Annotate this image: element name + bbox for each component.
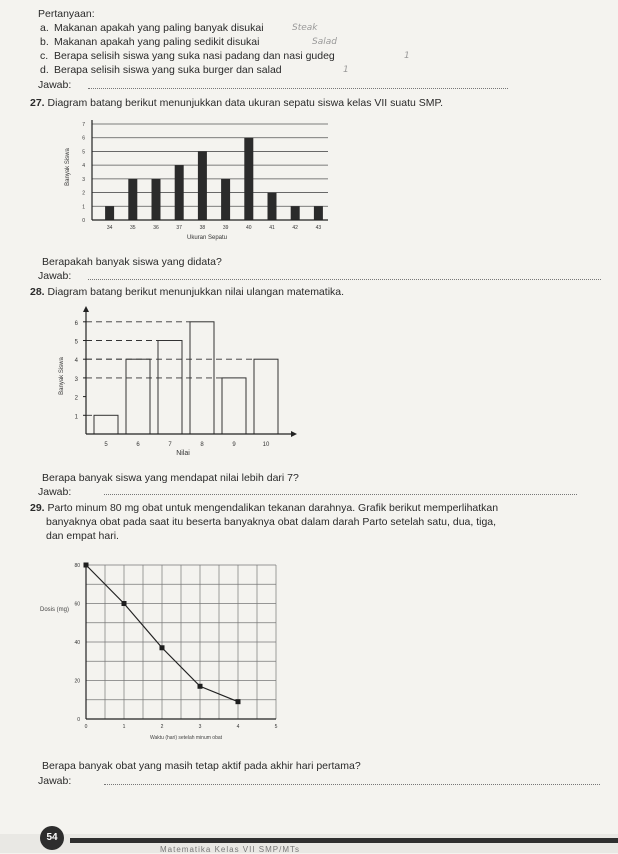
c3-x-tick: 0	[84, 724, 88, 730]
c3-x-tick: 3	[198, 724, 202, 730]
c1-bar	[221, 179, 230, 220]
q27-text	[30, 97, 443, 109]
c3-point	[160, 645, 165, 650]
c3-y-tick: 20	[74, 678, 80, 685]
q26-a-answer: Steak	[292, 23, 318, 33]
c1-x-tick: 35	[130, 225, 136, 231]
c2-y-tick: 2	[74, 395, 78, 402]
c1-x-tick: 39	[222, 225, 229, 231]
q29-answer-label: Jawab:	[38, 775, 72, 787]
c3-point	[198, 684, 203, 689]
c3-point	[236, 699, 241, 704]
c1-x-tick: 43	[315, 225, 322, 231]
c1-bar	[291, 206, 300, 220]
c1-x-tick: 40	[246, 225, 252, 231]
q29-line3: dan empat hari.	[46, 530, 119, 542]
c2-x-label: Nilai	[176, 450, 190, 457]
q27-answer-label: Jawab:	[38, 270, 72, 282]
drug-dosage-chart	[36, 557, 296, 747]
c3-y-label: Dosis (mg)	[40, 607, 70, 613]
q29-line1	[30, 502, 498, 514]
q26-d-answer: 1	[343, 65, 349, 75]
c2-bar	[126, 359, 150, 434]
q26-header: Pertanyaan:	[38, 8, 95, 20]
c3-x-tick: 4	[236, 724, 240, 730]
c2-y-arrow	[83, 306, 89, 312]
q26-a-label: a.	[40, 22, 49, 34]
c1-bar	[128, 179, 137, 220]
c1-bar	[105, 206, 114, 220]
c1-x-tick: 37	[176, 225, 182, 231]
c1-bar	[314, 206, 323, 220]
q27-statement: Diagram batang berikut menunjukkan data ukuran sepatu siswa kelas VII suatu SMP.	[47, 97, 444, 109]
c1-y-tick: 2	[82, 190, 85, 197]
c2-x-tick: 8	[200, 442, 204, 448]
q26-d-text: Berapa selisih siswa yang suka burger dan salad	[54, 64, 282, 76]
q28-answer-label: Jawab:	[38, 486, 72, 498]
q28-text	[30, 286, 344, 298]
q26-answer-label: Jawab:	[38, 79, 72, 91]
c3-x-tick: 2	[160, 724, 164, 730]
q29-number: 29.	[30, 502, 45, 514]
q29-answer-line	[104, 784, 600, 785]
c3-x-tick: 1	[122, 724, 126, 730]
c2-y-tick: 5	[74, 339, 78, 346]
c2-x-tick: 5	[104, 442, 108, 448]
c1-y-label: Banyak Siswa	[65, 148, 71, 186]
q26-b-text: Makanan apakah yang paling sedikit disukai	[54, 36, 260, 48]
q27-number: 27.	[30, 97, 45, 109]
c2-bar	[222, 378, 246, 434]
q26-b-label: b.	[40, 36, 49, 48]
q28-number: 28.	[30, 286, 45, 298]
c2-x-tick: 10	[262, 442, 270, 448]
c2-y-tick: 6	[74, 320, 78, 327]
c1-bar	[198, 151, 207, 220]
q26-c-label: c.	[40, 50, 49, 62]
c1-y-tick: 3	[82, 176, 85, 183]
footer-line	[70, 838, 618, 843]
page-number: 54	[40, 826, 64, 850]
c2-bar	[254, 359, 278, 434]
q27-question: Berapakah banyak siswa yang didata?	[42, 256, 222, 268]
c1-y-tick: 1	[82, 204, 85, 211]
c3-x-tick: 5	[274, 724, 278, 730]
c3-y-tick: 80	[74, 563, 80, 569]
footer-bar	[0, 834, 618, 853]
c3-y-tick: 60	[74, 601, 80, 608]
shoe-size-chart	[52, 112, 342, 246]
footer-book-title: Matematika Kelas VII SMP/MTs	[160, 845, 301, 854]
q26-d-label: d.	[40, 64, 49, 76]
c2-y-tick: 1	[74, 414, 78, 421]
c1-bar	[152, 179, 161, 220]
q29-line2: banyaknya obat pada saat itu beserta banyaknya obat dalam darah Parto setelah satu, dua, tiga,	[46, 516, 497, 528]
c2-y-tick: 3	[74, 376, 78, 383]
c2-x-tick: 6	[136, 442, 140, 448]
c1-bar	[244, 138, 253, 220]
math-score-chart	[50, 304, 310, 464]
c1-bar	[175, 165, 184, 220]
c1-x-tick: 38	[199, 225, 206, 231]
c1-y-tick: 4	[82, 163, 85, 170]
q29-statement-1: Parto minum 80 mg obat untuk mengendalikan tekanan darahnya. Grafik berikut memperlihatkan	[47, 502, 499, 514]
c2-x-arrow	[291, 431, 297, 437]
q26-answer-line	[88, 88, 508, 89]
c2-y-label: Banyak Siswa	[59, 357, 65, 395]
q28-question: Berapa banyak siswa yang mendapat nilai lebih dari 7?	[42, 472, 299, 484]
q26-b-answer: Salad	[312, 37, 337, 47]
c2-bar	[94, 415, 118, 434]
c1-x-label: Ukuran Sepatu	[186, 235, 228, 241]
c1-y-tick: 7	[82, 122, 85, 128]
c1-bar	[268, 193, 277, 220]
c1-x-tick: 36	[153, 225, 159, 231]
c3-point	[122, 601, 127, 606]
c2-x-tick: 7	[168, 442, 172, 448]
q26-c-text: Berapa selisih siswa yang suka nasi padang dan nasi gudeg	[54, 50, 335, 62]
q27-answer-line	[88, 279, 601, 280]
c1-y-tick: 5	[82, 149, 85, 156]
c1-y-tick: 0	[82, 218, 85, 224]
q26-a-text: Makanan apakah yang paling banyak disukai	[54, 22, 264, 34]
c2-y-tick: 4	[74, 358, 78, 365]
q28-answer-line	[104, 494, 577, 495]
q28-statement: Diagram batang berikut menunjukkan nilai ulangan matematika.	[47, 286, 345, 298]
c1-y-tick: 6	[82, 135, 85, 142]
c1-x-tick: 41	[269, 225, 275, 231]
c3-y-tick: 0	[77, 717, 80, 723]
q26-c-answer: 1	[404, 51, 410, 61]
c3-x-label: Waktu (hari) setelah minum obat	[149, 735, 223, 741]
c3-y-tick: 40	[74, 640, 80, 646]
c2-bar	[158, 341, 182, 435]
c1-x-tick: 42	[292, 225, 298, 231]
c2-x-tick: 9	[232, 442, 236, 448]
q29-question: Berapa banyak obat yang masih tetap aktif pada akhir hari pertama?	[42, 760, 361, 772]
c1-x-tick: 34	[106, 225, 113, 231]
